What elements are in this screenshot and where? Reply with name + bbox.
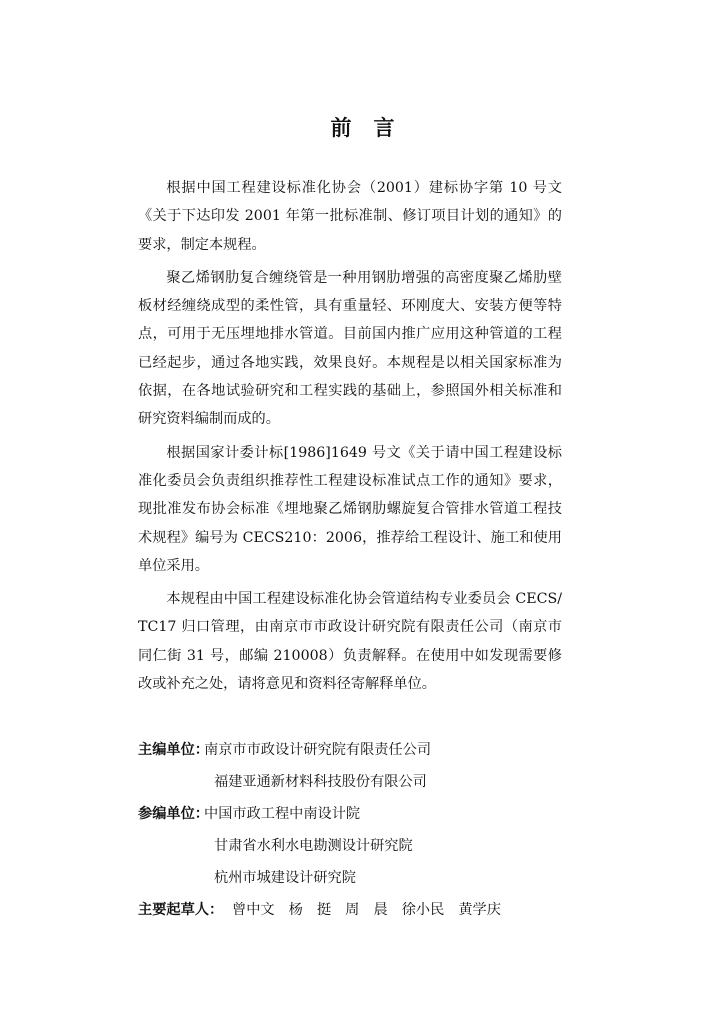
paragraph-4: 本规程由中国工程建设标准化协会管道结构专业委员会 CECS/TC17 归口管理，由南京市市政设计研究院有限责任公司（南京市同仁街 31 号，邮编 210008）负责解释。在使用中如发现需要修改或补充之处，请将意见和资料径寄解释单位。 (138, 591, 562, 693)
drafter-name: 曾中文 (232, 902, 275, 918)
chief-unit-label: 主编单位： (138, 742, 209, 758)
page-title (0, 112, 725, 142)
drafter-name: 周 晨 (345, 902, 388, 918)
drafters-label: 主要起草人： (138, 902, 224, 918)
paragraph-1: 根据中国工程建设标准化协会（2001）建标协字第 10 号文《关于下达印发 2001 年第一批标准制、修订项目计划的通知》的要求，制定本规程。 (138, 180, 562, 253)
chief-unit-row (138, 734, 578, 766)
drafter-name: 徐小民 (401, 902, 445, 918)
participating-unit-row-3 (138, 862, 578, 894)
drafter-name: 杨 挺 (288, 902, 332, 918)
paragraph-3: 根据国家计委计标[1986]1649 号文《关于请中国工程建设标准化委员会负责组织推荐性工程建设标准试点工作的通知》要求，现批准发布协会标准《埋地聚乙烯钢肋螺旋复合管排水管道工程技术规程》编号为 CECS210：2006，推荐给工程设计、施工和使用单位采用。 (138, 444, 562, 574)
drafters-row (138, 894, 578, 926)
title-char-2: 言 (373, 116, 395, 140)
participating-unit-3: 杭州市城建设计研究院 (214, 870, 356, 886)
credits-section (138, 734, 578, 926)
chief-unit-row-2 (138, 766, 578, 798)
participating-unit-row-2 (138, 830, 578, 862)
paragraph-2: 聚乙烯钢肋复合缠绕管是一种用钢肋增强的高密度聚乙烯肋壁板材经缠绕成型的柔性管，具有重量轻、环刚度大、安装方便等特点，可用于无压埋地排水管道。目前国内推广应用这种管道的工程已经起步，通过各地实践，效果良好。本规程是以相关国家标准为依据，在各地试验研究和工程实践的基础上，参照国外相关标准和研究资料编制而成的。 (138, 269, 562, 428)
participating-unit-row (138, 798, 578, 830)
title-char-1: 前 (330, 116, 352, 140)
participating-unit-label: 参编单位： (138, 806, 209, 822)
participating-unit-2: 甘肃省水利水电勘测设计研究院 (214, 838, 413, 854)
preface-body (138, 174, 562, 703)
participating-unit-1: 中国市政工程中南设计院 (204, 806, 361, 822)
chief-unit-1: 南京市市政设计研究院有限责任公司 (204, 742, 432, 758)
chief-unit-2: 福建亚通新材料科技股份有限公司 (214, 774, 427, 790)
drafter-name: 黄学庆 (458, 902, 501, 918)
